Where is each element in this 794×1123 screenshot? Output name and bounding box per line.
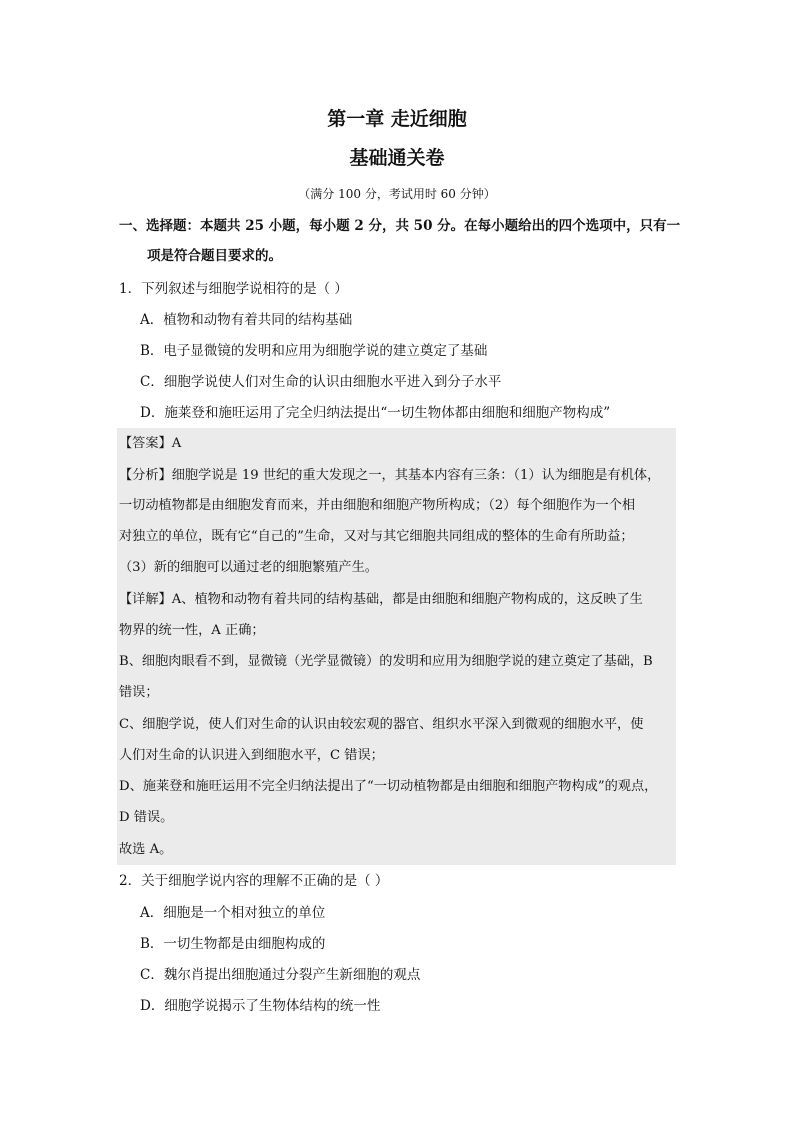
detail-line: B、细胞肉眼看不到，显微镜（光学显微镜）的发明和应用为细胞学说的建立奠定了基础，B [119,654,653,669]
chapter-title: 第一章 走近细胞 [327,108,467,130]
detail-line: 故选 A。 [119,842,173,857]
analysis-line: 【分析】细胞学说是 19 世纪的重大发现之一，其基本内容有三条：（1）认为细胞是有机体， [119,468,661,483]
detail-line: 错误； [119,685,159,700]
question-option: D．施莱登和施旺运用了完全归纳法提出“一切生物体都由细胞和细胞产物构成” [140,405,611,421]
detail-line: 物界的统一性，A 正确； [119,623,265,638]
detail-line: D 错误。 [119,810,174,825]
answer-explanation-box [117,428,676,865]
exam-note: （满分 100 分，考试用时 60 分钟） [298,187,496,201]
question-option: B．一切生物都是由细胞构成的 [140,936,326,952]
detail-line: 人们对生命的认识进入到细胞水平，C 错误； [119,748,384,763]
question-option: C．细胞学说使人们对生命的认识由细胞水平进入到分子水平 [140,374,502,390]
detail-line: C、细胞学说，使人们对生命的认识由较宏观的器官、组织水平深入到微观的细胞水平，使 [119,717,644,732]
question-option: B．电子显微镜的发明和应用为细胞学说的建立奠定了基础 [140,343,488,359]
question-stem: 2．关于细胞学说内容的理解不正确的是（ ） [119,873,389,889]
answer-line: 【答案】A [119,436,182,451]
detail-line: D、施莱登和施旺运用不完全归纳法提出了“一切动植物都是由细胞和细胞产物构成”的观点， [119,779,658,794]
question-option: D．细胞学说揭示了生物体结构的统一性 [140,998,381,1014]
question-stem: 1．下列叙述与细胞学说相符的是（ ） [119,281,348,297]
detail-line: 【详解】A、植物和动物有着共同的结构基础，都是由细胞和细胞产物构成的，这反映了生 [119,592,643,607]
analysis-line: 对独立的单位，既有它“自己的”生命，又对与其它细胞共同组成的整体的生命有所助益； [119,529,634,544]
paper-subtitle: 基础通关卷 [349,147,445,169]
analysis-line: （3）新的细胞可以通过老的细胞繁殖产生。 [119,560,378,575]
question-option: C．魏尔肖提出细胞通过分裂产生新细胞的观点 [140,967,421,983]
analysis-line: 一切动植物都是由细胞发育而来，并由细胞和细胞产物所构成；（2）每个细胞作为一个相 [119,498,636,513]
section-heading-line-2: 项是符合题目要求的。 [147,248,282,264]
question-option: A．植物和动物有着共同的结构基础 [140,312,353,328]
question-option: A．细胞是一个相对独立的单位 [140,905,326,921]
section-heading-line-1: 一、选择题：本题共 25 小题，每小题 2 分，共 50 分。在每小题给出的四个选项中，只有一 [119,218,681,234]
